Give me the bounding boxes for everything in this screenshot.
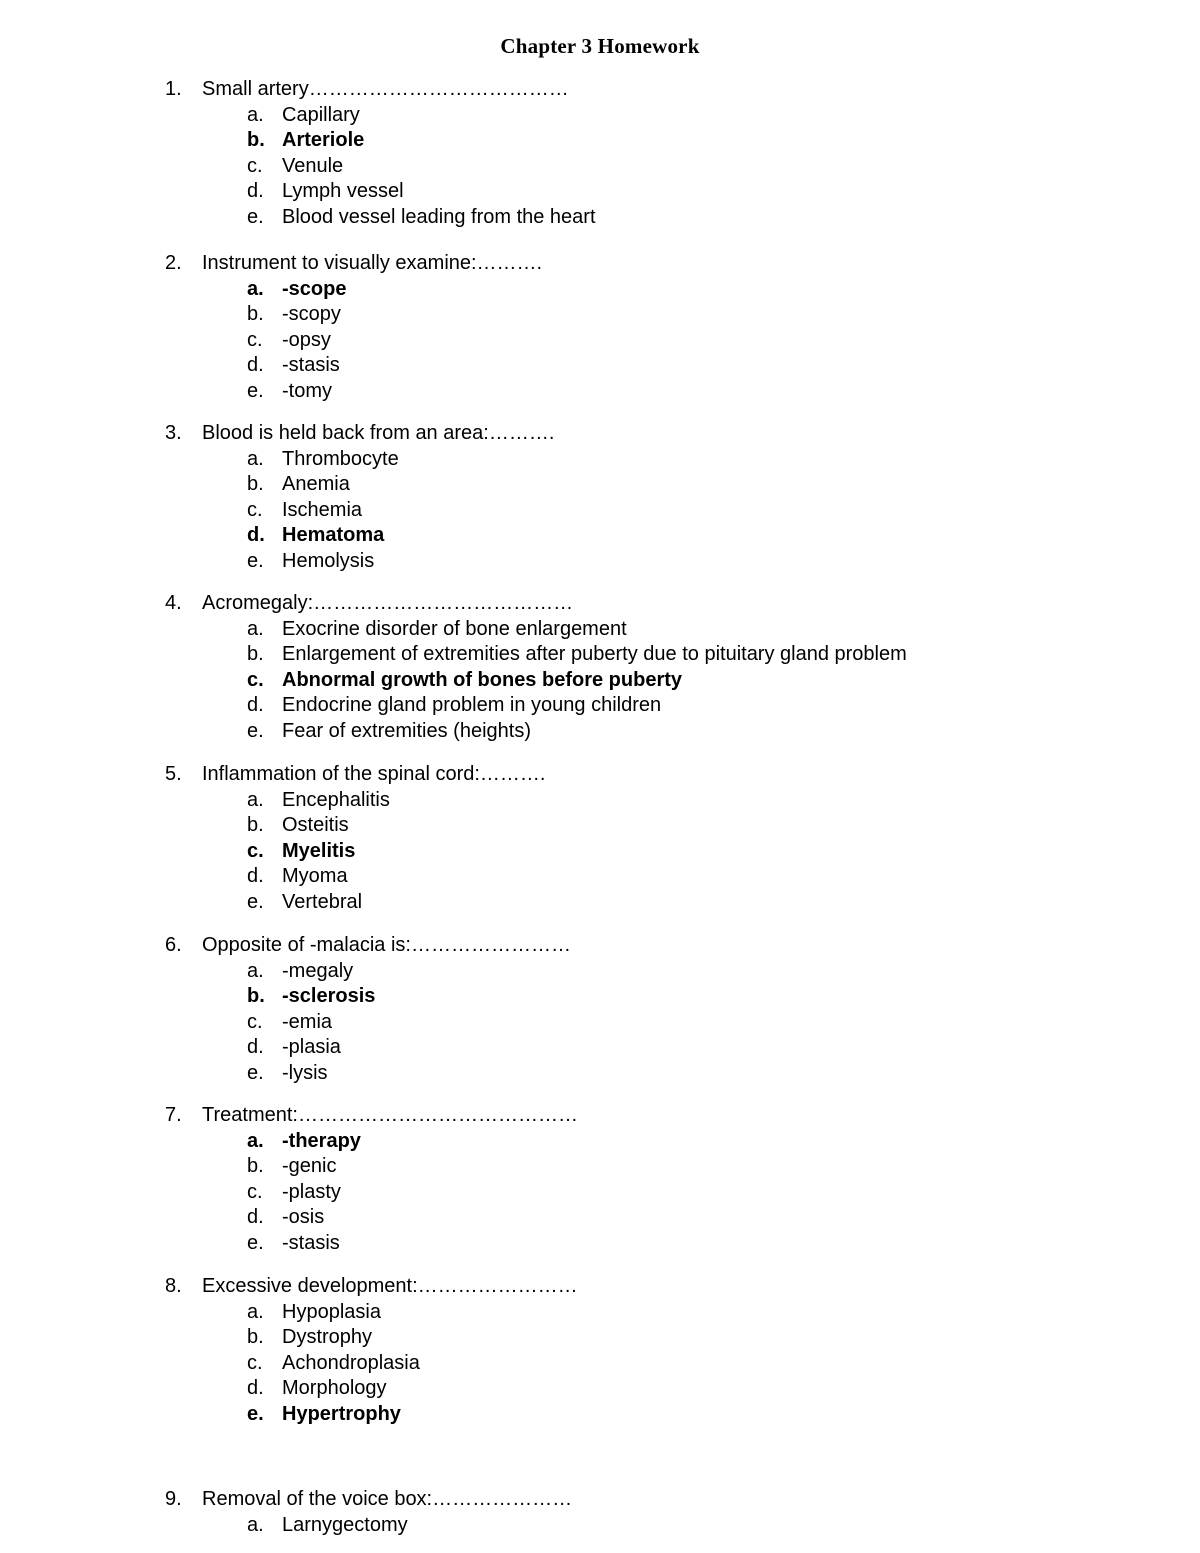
answer-option	[165, 788, 545, 814]
option-text: Vertebral	[282, 890, 363, 913]
question-text: Acromegaly:…………………………………	[202, 592, 574, 614]
question-prompt	[165, 933, 571, 959]
option-text: Myelitis	[282, 839, 356, 862]
option-text: Larnygectomy	[282, 1513, 408, 1536]
answer-option	[165, 1351, 578, 1377]
answer-option	[165, 128, 596, 154]
option-text: Thrombocyte	[282, 447, 399, 470]
question-number: 2.	[165, 252, 182, 274]
question-prompt	[165, 421, 554, 447]
option-text: Lymph vessel	[282, 180, 404, 202]
option-letter: c.	[247, 498, 263, 521]
answer-option	[165, 523, 554, 549]
option-text: -lysis	[282, 1061, 328, 1084]
answer-option	[165, 302, 542, 328]
option-letter: e.	[247, 1061, 264, 1084]
option-letter: a.	[247, 617, 264, 640]
option-text: Blood vessel leading from the heart	[282, 205, 596, 228]
answer-option	[165, 1325, 578, 1351]
answer-option	[165, 1205, 578, 1231]
option-text: Capillary	[282, 103, 360, 126]
option-text: -megaly	[282, 959, 354, 982]
option-text: -scopy	[282, 303, 341, 325]
option-text: -genic	[282, 1155, 337, 1177]
answer-option	[165, 353, 542, 379]
question-1	[165, 77, 596, 230]
question-prompt	[165, 1274, 578, 1300]
option-letter: a.	[247, 447, 264, 470]
option-letter: a.	[247, 1513, 264, 1536]
option-letter: a.	[247, 788, 264, 811]
answer-option	[165, 1402, 578, 1428]
answer-option	[165, 1154, 578, 1180]
question-text: Excessive development:……………………	[202, 1275, 578, 1297]
option-letter: c.	[247, 1180, 263, 1203]
question-number: 8.	[165, 1275, 182, 1297]
option-letter: d.	[247, 865, 264, 887]
question-8	[165, 1274, 578, 1427]
option-text: Achondroplasia	[282, 1351, 420, 1374]
question-text: Opposite of -malacia is:……………………	[202, 934, 571, 956]
answer-option	[165, 1300, 578, 1326]
question-9	[165, 1487, 572, 1538]
option-letter: a.	[247, 1300, 264, 1323]
option-text: Dystrophy	[282, 1326, 373, 1348]
option-letter: a.	[247, 103, 264, 126]
option-letter: c.	[247, 839, 264, 862]
answer-option	[165, 549, 554, 575]
answer-option	[165, 719, 907, 745]
answer-option	[165, 154, 596, 180]
question-text: Blood is held back from an area:……….	[202, 422, 555, 444]
answer-option	[165, 1513, 572, 1539]
answer-option	[165, 1231, 578, 1257]
answer-option	[165, 103, 596, 129]
option-letter: a.	[247, 1129, 264, 1152]
option-text: Abnormal growth of bones before puberty	[282, 668, 683, 691]
question-4	[165, 591, 907, 744]
answer-option	[165, 379, 542, 405]
option-text: Endocrine gland problem in young children	[282, 694, 662, 716]
option-letter: c.	[247, 154, 263, 177]
question-prompt	[165, 1487, 572, 1513]
option-letter: b.	[247, 643, 264, 665]
option-letter: e.	[247, 205, 264, 228]
question-prompt	[165, 591, 907, 617]
option-letter: b.	[247, 814, 264, 836]
option-letter: b.	[247, 985, 265, 1007]
option-text: Hematoma	[282, 524, 385, 546]
option-letter: e.	[247, 719, 264, 742]
option-text: -emia	[282, 1010, 333, 1033]
answer-option	[165, 693, 907, 719]
option-text: Myoma	[282, 865, 348, 887]
answer-option	[165, 864, 545, 890]
option-text: Osteitis	[282, 814, 349, 836]
option-letter: c.	[247, 1010, 263, 1033]
answer-option	[165, 472, 554, 498]
option-text: Hemolysis	[282, 549, 375, 572]
answer-option	[165, 813, 545, 839]
question-5	[165, 762, 545, 915]
answer-option	[165, 1129, 578, 1155]
answer-option	[165, 498, 554, 524]
option-text: Fear of extremities (heights)	[282, 719, 531, 742]
option-text: Encephalitis	[282, 788, 390, 811]
question-text: Treatment:……………………………………	[202, 1104, 578, 1126]
answer-option	[165, 617, 907, 643]
option-letter: c.	[247, 328, 263, 351]
option-letter: e.	[247, 890, 264, 913]
option-text: Arteriole	[282, 129, 365, 151]
option-text: -stasis	[282, 1231, 340, 1254]
option-letter: a.	[247, 959, 264, 982]
option-text: -opsy	[282, 328, 331, 351]
option-letter: d.	[247, 524, 265, 546]
option-letter: b.	[247, 129, 265, 151]
question-number: 3.	[165, 422, 182, 444]
question-number: 6.	[165, 934, 182, 956]
question-3	[165, 421, 554, 574]
answer-option	[165, 642, 907, 668]
option-letter: b.	[247, 473, 264, 495]
answer-option	[165, 447, 554, 473]
answer-option	[165, 277, 542, 303]
question-text: Instrument to visually examine:……….	[202, 252, 543, 274]
option-letter: d.	[247, 180, 264, 202]
option-text: -therapy	[282, 1129, 361, 1152]
option-text: Enlargement of extremities after puberty due to pituitary gland problem	[282, 643, 907, 665]
answer-option	[165, 839, 545, 865]
option-letter: d.	[247, 1377, 264, 1399]
answer-option	[165, 668, 907, 694]
option-text: Morphology	[282, 1377, 387, 1399]
option-letter: c.	[247, 668, 264, 691]
question-prompt	[165, 251, 542, 277]
question-number: 4.	[165, 592, 182, 614]
question-prompt	[165, 77, 596, 103]
option-letter: a.	[247, 277, 264, 300]
option-text: -stasis	[282, 354, 340, 376]
option-text: -osis	[282, 1206, 325, 1228]
option-text: -plasia	[282, 1036, 341, 1058]
option-letter: e.	[247, 549, 264, 572]
option-letter: d.	[247, 1036, 264, 1058]
answer-option	[165, 1180, 578, 1206]
option-letter: c.	[247, 1351, 263, 1374]
answer-option	[165, 1061, 571, 1087]
option-text: Exocrine disorder of bone enlargement	[282, 617, 627, 640]
option-text: Hypertrophy	[282, 1402, 401, 1425]
answer-option	[165, 984, 571, 1010]
option-letter: d.	[247, 354, 264, 376]
question-2	[165, 251, 542, 404]
option-letter: b.	[247, 1326, 264, 1348]
page-title: Chapter 3 Homework	[500, 34, 700, 58]
question-prompt	[165, 1103, 578, 1129]
answer-option	[165, 1376, 578, 1402]
option-text: -sclerosis	[282, 985, 376, 1007]
option-text: -tomy	[282, 379, 332, 402]
question-text: Removal of the voice box:…………………	[202, 1488, 573, 1510]
question-text: Small artery…………………………………	[202, 78, 569, 100]
question-prompt	[165, 762, 545, 788]
answer-option	[165, 890, 545, 916]
question-6	[165, 933, 571, 1086]
option-letter: b.	[247, 1155, 264, 1177]
answer-option	[165, 959, 571, 985]
option-letter: b.	[247, 303, 264, 325]
option-text: Ischemia	[282, 498, 363, 521]
option-text: -plasty	[282, 1180, 341, 1203]
option-letter: d.	[247, 694, 264, 716]
question-number: 1.	[165, 78, 182, 100]
question-number: 7.	[165, 1104, 182, 1126]
option-letter: e.	[247, 1231, 264, 1254]
option-letter: d.	[247, 1206, 264, 1228]
option-letter: e.	[247, 1402, 264, 1425]
question-number: 5.	[165, 763, 182, 785]
option-letter: e.	[247, 379, 264, 402]
answer-option	[165, 328, 542, 354]
option-text: -scope	[282, 277, 347, 300]
question-number: 9.	[165, 1488, 182, 1510]
option-text: Venule	[282, 154, 344, 177]
option-text: Anemia	[282, 473, 350, 495]
question-7	[165, 1103, 578, 1256]
question-text: Inflammation of the spinal cord:……….	[202, 763, 546, 785]
answer-option	[165, 1035, 571, 1061]
option-text: Hypoplasia	[282, 1300, 381, 1323]
answer-option	[165, 205, 596, 231]
answer-option	[165, 1010, 571, 1036]
answer-option	[165, 179, 596, 205]
